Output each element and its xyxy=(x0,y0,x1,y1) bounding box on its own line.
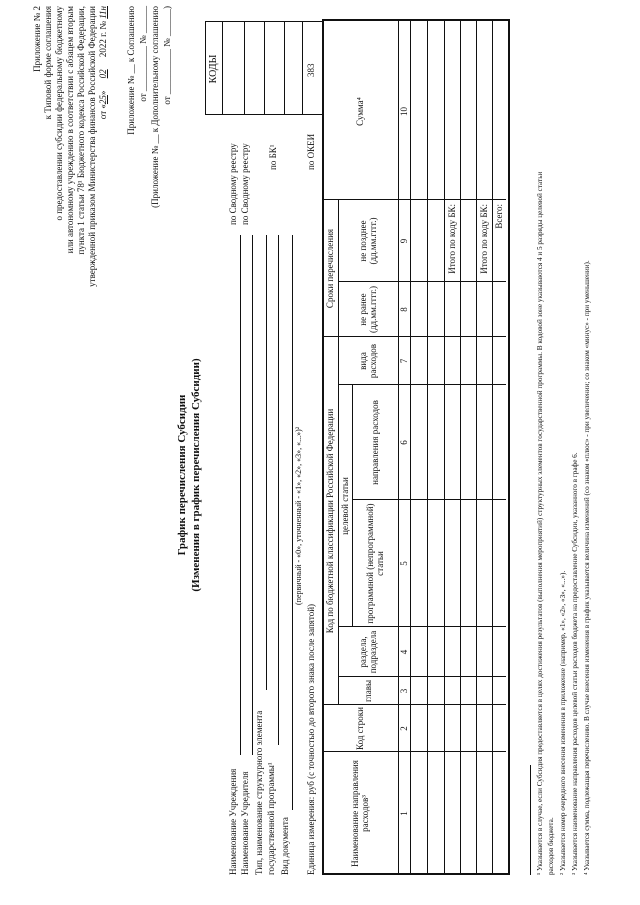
codes-divider xyxy=(302,21,303,115)
agreement-line-3: (Приложение № __ к Дополнительному соглашению xyxy=(150,6,160,208)
appendix-date xyxy=(98,6,108,119)
field-right-institution: по Сводному реестру xyxy=(228,143,238,225)
page-subtitle: (Изменения в график перечисления Субсидии) xyxy=(190,358,202,592)
field-line-doctype[interactable] xyxy=(292,235,293,810)
th-bk-code: Код по бюджетной классификации Российской Федерации xyxy=(325,408,335,634)
appendix-line-6: утвержденной приказом Министерства финансов Российской Федерации xyxy=(87,6,97,287)
th-terms: Сроки перечисления xyxy=(325,228,335,309)
date-month: 02 xyxy=(98,69,108,79)
th-type: вида расходов xyxy=(358,343,378,379)
footnote-3: ³ Указывается наименование направления расходов целевой статьи расходов бюджета на предоставление Субсидии, указанного в графе 6. xyxy=(571,452,579,875)
th-chapter: главы xyxy=(363,679,373,703)
col-number: 4 xyxy=(399,649,409,655)
total-all: Всего: xyxy=(494,204,504,229)
date-year: 2022 г. № xyxy=(98,21,108,58)
appendix-line-4: или автономному учреждению в соответствии с абзацем вторым xyxy=(65,6,75,254)
unit-right-label: по ОКЕИ xyxy=(306,133,316,170)
field-label-institution: Наименование Учреждения xyxy=(228,768,238,875)
page-title: График перечисления Субсидии xyxy=(176,394,188,556)
th-row-code: Код строки xyxy=(355,707,365,750)
footnote-2: ² Указывается номер очередного внесения изменения в приложение (например, «1», «2», «3», «...»). xyxy=(559,570,567,875)
date-mid: » xyxy=(98,90,108,96)
field-right-program: по БК¹ xyxy=(268,144,278,170)
field-line-program[interactable] xyxy=(278,235,279,745)
agreement-line-4: от __________ № ______) xyxy=(162,6,172,105)
th-section: раздела, подраздела xyxy=(358,630,378,674)
codes-header: КОДЫ xyxy=(207,54,219,84)
codes-divider xyxy=(222,21,223,115)
total-bk-2: Итого по коду БК: xyxy=(479,204,489,274)
field-line-founder[interactable] xyxy=(252,235,253,755)
col-number: 6 xyxy=(399,440,409,445)
appendix-line-1: Приложение № 2 xyxy=(32,6,42,72)
field-right-founder: по Сводному реестру xyxy=(240,143,250,225)
field-label-program: государственной программы¹ xyxy=(266,762,276,875)
unit-label: Единица измерения: руб (с точностью до второго знака после запятой) xyxy=(306,603,316,875)
col-number: 1 xyxy=(399,811,409,816)
col-number: 3 xyxy=(399,688,409,694)
field-line-institution[interactable] xyxy=(240,235,241,755)
row-divider xyxy=(476,21,477,875)
appendix-line-5: пункта 1 статьи 78¹ Бюджетного кодекса Российской Федерации, xyxy=(76,6,86,255)
th-direction-exp: направления расходов xyxy=(370,400,380,485)
th-sum: Сумма⁴ xyxy=(355,97,365,126)
appendix-line-3: о предоставлении субсидии федеральному бюджетному xyxy=(54,6,64,221)
unit-code: 383 xyxy=(306,63,316,77)
th-program: программной (непрограммной) статьи xyxy=(365,503,385,624)
footnote-1-cont: расходов бюджета. xyxy=(547,817,555,875)
col-number: 2 xyxy=(399,726,409,731)
col-number: 8 xyxy=(399,307,409,312)
codes-divider xyxy=(244,21,245,115)
appendix-line-2: к Типовой форме соглашения xyxy=(43,6,53,120)
date-number: 11н xyxy=(98,6,108,19)
date-day: 25 xyxy=(98,95,108,105)
doctype-hint: (первичный - «0», уточненный - «1», «2», «3», «...»)² xyxy=(294,426,303,605)
col-number: 9 xyxy=(399,238,409,244)
col-number: 10 xyxy=(399,107,409,116)
field-label-doctype: Вид документа xyxy=(280,817,290,875)
agreement-line-2: от __________ № ______ xyxy=(138,6,148,102)
row-divider xyxy=(460,21,461,875)
th-not-before: не ранее (дд.мм.гггг.) xyxy=(358,285,378,334)
row-divider xyxy=(410,21,411,875)
th-target: целевой статьи xyxy=(340,477,350,535)
field-label-founder: Наименование Учредителя xyxy=(240,771,250,875)
row-divider xyxy=(444,21,445,875)
codes-divider xyxy=(264,21,265,115)
field-label-element: Тип, наименование структурного элемента xyxy=(254,710,264,875)
codes-divider xyxy=(284,21,285,115)
footnote-4: ⁴ Указывается сумма, подлежащая перечислению. В случае внесения изменения в график указывается величина изменений (со знаком «плюс» - при увеличении; со знаком «минус» - при уменьшении). xyxy=(583,260,591,875)
col-number: 5 xyxy=(399,561,409,566)
col-number: 7 xyxy=(399,358,409,364)
total-bk-1: Итого по коду БК: xyxy=(447,204,457,274)
th-direction: Наименование направления расходов³ xyxy=(350,760,370,867)
footnote-separator xyxy=(530,765,531,875)
field-line-element[interactable] xyxy=(266,235,267,690)
date-prefix: от « xyxy=(98,104,108,120)
row-divider xyxy=(492,21,493,875)
row-divider xyxy=(427,21,428,875)
agreement-line-1: Приложение № __ к Соглашению xyxy=(126,6,136,135)
footnote-1: ¹ Указывается в случае, если Субсидия предоставляется в целях достижения результатов (выполнения мероприятий) структурных элементов государственной программы. В кодовой зоне указываются 4 и 5 разряды целевой статьи xyxy=(536,171,544,875)
th-not-later: не позднее (дд.мм.гггг.) xyxy=(358,217,378,265)
